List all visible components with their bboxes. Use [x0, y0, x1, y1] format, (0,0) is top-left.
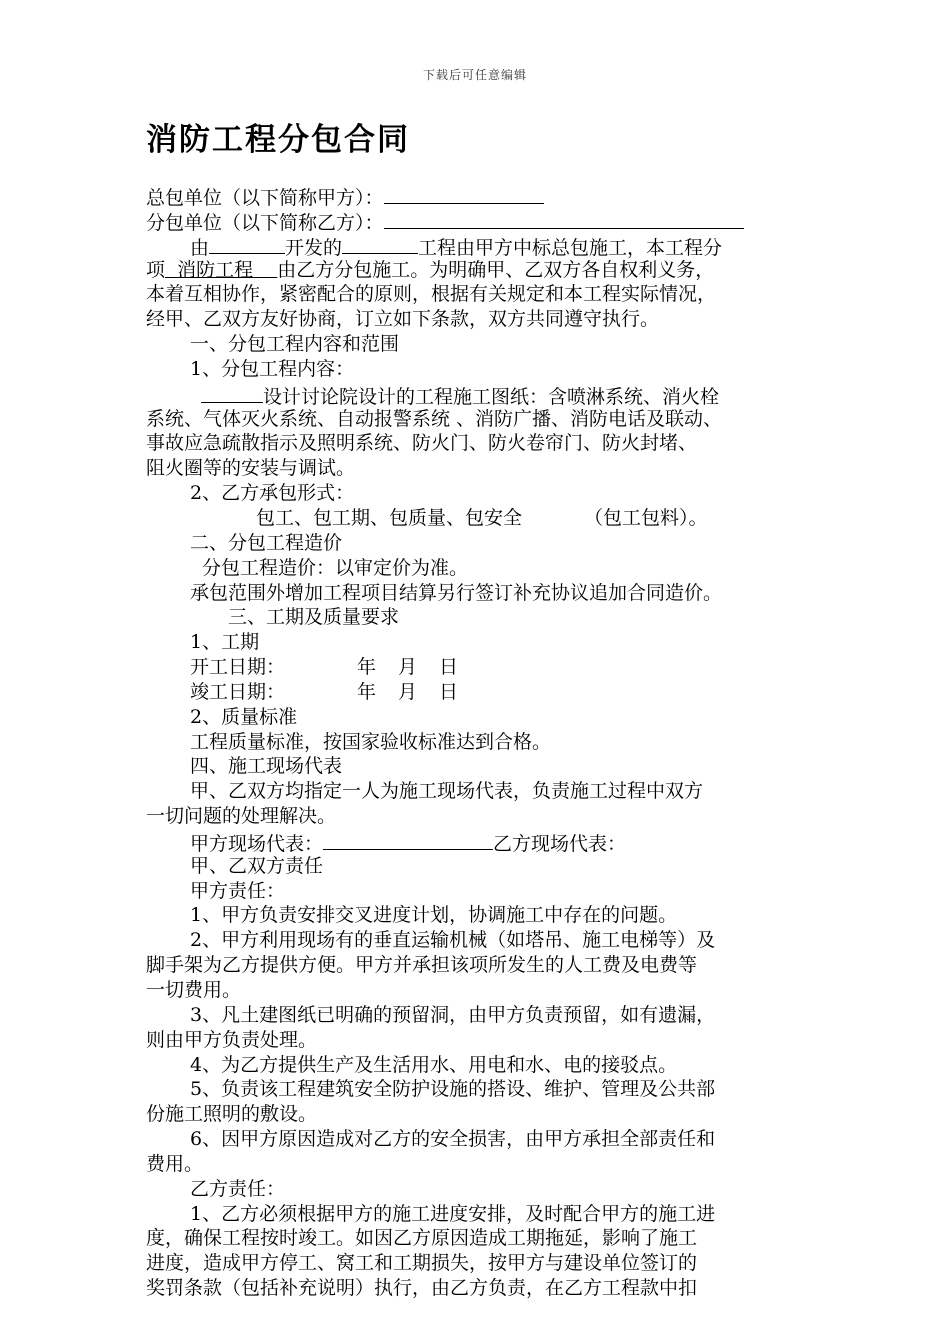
paragraph-line: 由 开发的 工程由甲方中标总包施工，本工程分: [146, 233, 818, 258]
party-a-rep-blank: [323, 829, 493, 850]
subproject-name: 消防工程: [177, 258, 254, 281]
section-heading: 一、分包工程内容和范围: [190, 333, 400, 356]
paragraph-line: 奖罚条款（包括补充说明）执行，由乙方负责，在乙方工程款中扣: [146, 1277, 698, 1300]
paragraph-line: 一切费用。: [146, 979, 242, 1001]
paragraph-line: 事故应急疏散指示及照明系统、防火门、防火卷帘门、防火封堵、: [146, 432, 698, 455]
section-heading: 甲、乙双方责任: [190, 854, 324, 877]
paragraph-line: 1、乙方必须根据甲方的施工进度安排，及时配合甲方的施工进: [190, 1202, 716, 1225]
subsection-heading: 2、乙方承包形式：: [190, 482, 355, 505]
section-heading: 三、工期及质量要求: [228, 606, 400, 629]
paragraph-line: 承包范围外增加工程项目结算另行签订补充协议追加合同造价。: [190, 581, 723, 604]
page-header: 下载后可任意编辑: [422, 68, 527, 82]
subsection-heading: 乙方责任：: [190, 1177, 286, 1200]
paragraph-line: 本着互相协作，紧密配合的原则，根据有关规定和本工程实际情况，: [146, 283, 717, 306]
general-contractor-line: 总包单位（以下简称甲方）：: [146, 183, 818, 208]
paragraph-line: 3、凡土建图纸已明确的预留洞，由甲方负责预留，如有遗漏，: [190, 1003, 716, 1026]
paragraph-line: 进度，造成甲方停工、窝工和工期损失，按甲方与建设单位签订的: [146, 1252, 698, 1275]
paragraph-line: 5、负责该工程建筑安全防护设施的搭设、维护、管理及公共部: [190, 1078, 716, 1101]
paragraph-line: 6、因甲方原因造成对乙方的安全损害，由甲方承担全部责任和: [190, 1128, 716, 1151]
project-name-blank: [342, 233, 418, 254]
paragraph-line: 系统、气体灭火系统、自动报警系统 、消防广播、消防电话及联动、: [146, 407, 723, 430]
subcontractor-blank: [384, 208, 744, 229]
general-contractor-blank: [384, 183, 544, 204]
paragraph-line: 份施工照明的敷设。: [146, 1103, 318, 1126]
subsection-heading: 1、工期: [190, 631, 260, 654]
completion-date-line: 竣工日期： 年 月 日: [190, 680, 459, 703]
paragraph-line: 包工、包工期、包质量、包安全 （包工包料）。: [256, 506, 708, 529]
paragraph-line: 费用。: [146, 1152, 204, 1175]
paragraph-line: 阻火圈等的安装与调试。: [146, 457, 356, 480]
representatives-line: 甲方现场代表： 乙方现场代表：: [146, 829, 818, 854]
paragraph-line: 工程质量标准，按国家验收标准达到合格。: [190, 730, 552, 753]
contract-body: [146, 183, 818, 1301]
paragraph-line: 则由甲方负责处理。: [146, 1028, 318, 1051]
paragraph-line: 4、为乙方提供生产及生活用水、用电和水、电的接驳点。: [190, 1053, 678, 1076]
paragraph-line: 设计讨论院设计的工程施工图纸：含喷淋系统、消火栓: [146, 382, 818, 407]
start-date-line: 开工日期： 年 月 日: [190, 656, 459, 679]
subsection-heading: 1、分包工程内容：: [190, 357, 355, 380]
paragraph-line: 甲、乙双方均指定一人为施工现场代表，负责施工过程中双方: [190, 780, 704, 803]
paragraph-line: 分包工程造价：以审定价为准。: [202, 556, 469, 579]
section-heading: 二、分包工程造价: [190, 531, 343, 554]
subsection-heading: 甲方责任：: [190, 879, 286, 902]
design-institute-blank: [201, 382, 263, 403]
paragraph-line: 1、甲方负责安排交叉进度计划，协调施工中存在的问题。: [190, 904, 678, 927]
paragraph-line: 脚手架为乙方提供方便。甲方并承担该项所发生的人工费及电费等: [146, 954, 698, 977]
subsection-heading: 2、质量标准: [190, 705, 298, 728]
paragraph-line: 2、甲方利用现场有的垂直运输机械（如塔吊、施工电梯等）及: [190, 929, 716, 952]
subcontractor-line: 分包单位（以下简称乙方）：: [146, 208, 818, 233]
developer-blank: [209, 233, 285, 254]
paragraph-line: 经甲、乙双方友好协商，订立如下条款，双方共同遵守执行。: [146, 308, 660, 331]
paragraph-line: 度，确保工程按时竣工。如因乙方原因造成工期拖延，影响了施工: [146, 1227, 698, 1250]
paragraph-line: 项 消防工程 由乙方分包施工。为明确甲、乙双方各自权利义务，: [146, 258, 715, 281]
contract-title: 消防工程分包合同: [146, 122, 410, 158]
section-heading: 四、施工现场代表: [190, 755, 343, 778]
paragraph-line: 一切问题的处理解决。: [146, 805, 337, 828]
